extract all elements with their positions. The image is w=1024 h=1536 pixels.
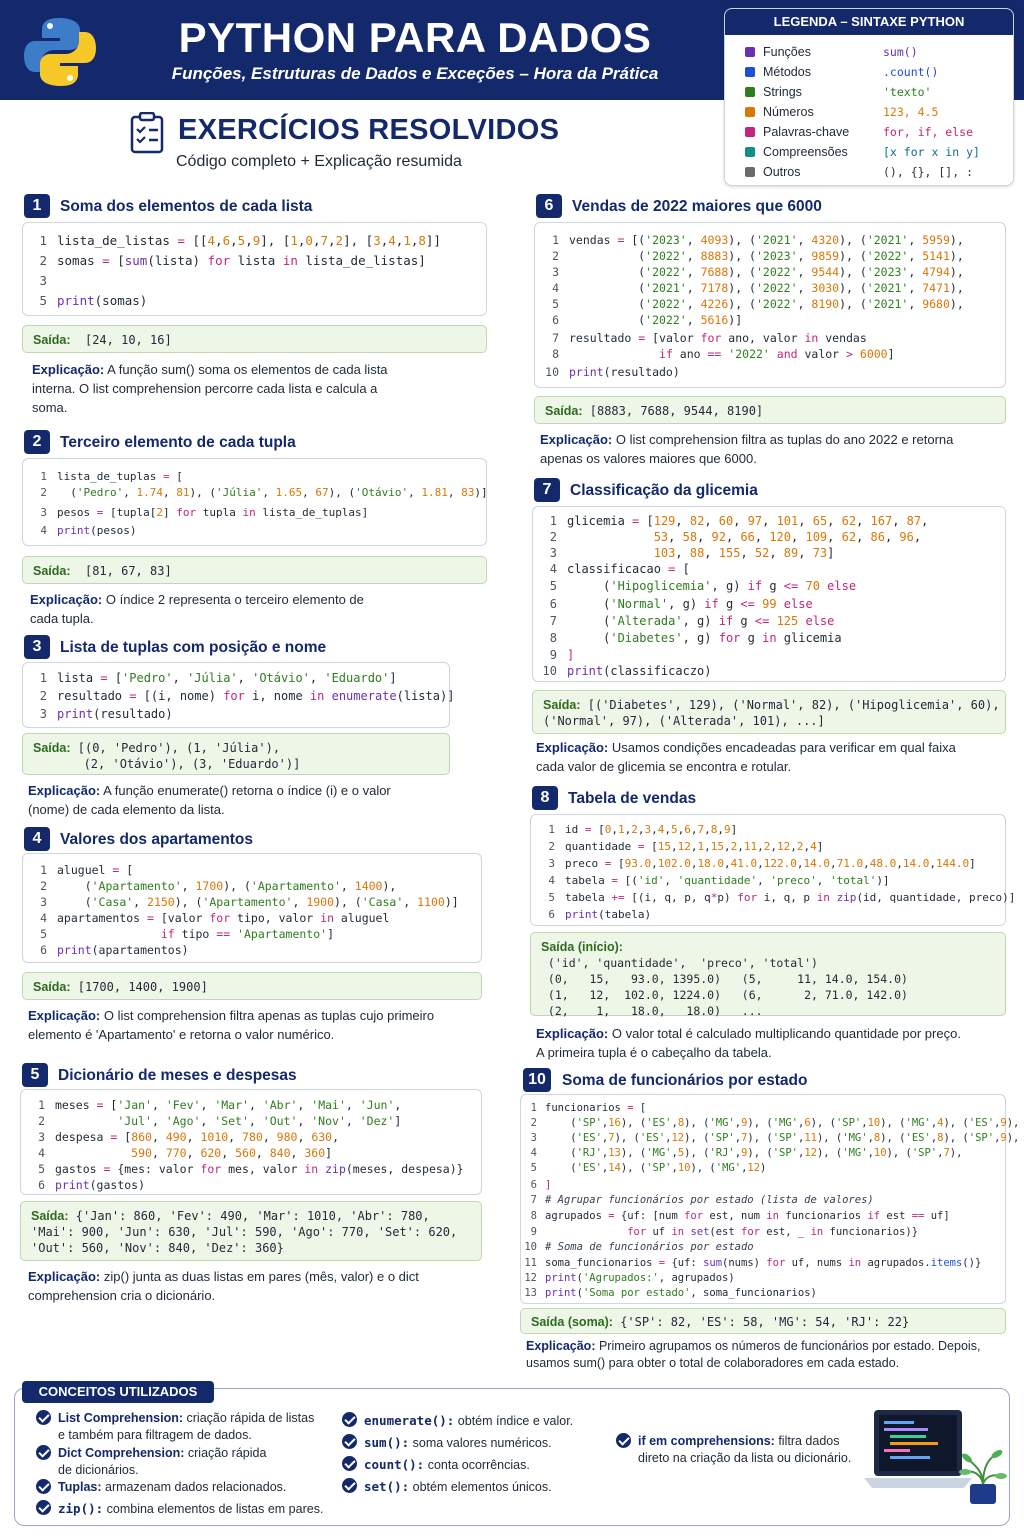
section-number: 10 bbox=[523, 1068, 551, 1092]
code-line: 13 print('Soma por estado', soma_funcionarios) bbox=[524, 1287, 817, 1299]
code-line: 5 if tipo == 'Apartamento'] bbox=[40, 927, 335, 941]
legend-label: Funções bbox=[763, 45, 811, 59]
check-icon bbox=[342, 1456, 357, 1471]
code-block bbox=[534, 222, 1006, 388]
code-line: 1 meses = ['Jan', 'Fev', 'Mar', 'Abr', 'Mai', 'Jun', bbox=[38, 1098, 402, 1112]
output-box: Saída: [24, 10, 16] bbox=[22, 325, 487, 353]
code-line: 8 if ano == '2022' and valor > 6000] bbox=[552, 347, 895, 361]
code-line: 6 ] bbox=[530, 1179, 552, 1191]
section-number: 3 bbox=[24, 635, 50, 659]
code-line: 3 ('ES',7), ('ES',12), ('SP',7), ('SP',11), ('MG',8), ('ES',8), ('SP',9), bbox=[530, 1132, 1020, 1144]
legend-example: sum() bbox=[883, 45, 918, 59]
code-line: 4 apartamentos = [valor for tipo, valor in aluguel bbox=[40, 911, 390, 925]
section-title: Soma de funcionários por estado bbox=[562, 1072, 808, 1089]
code-line: 5 print(somas) bbox=[39, 293, 148, 308]
code-line: 4 ('RJ',13), ('MG',5), ('RJ',9), ('SP',12), ('MG',10), ('SP',7), bbox=[530, 1147, 963, 1159]
code-line: 3 preco = [93.0,102.0,18.0,41.0,122.0,14.0,71.0,48.0,14.0,144.0] bbox=[548, 857, 976, 870]
section-title: Soma dos elementos de cada lista bbox=[60, 198, 313, 215]
section-number: 4 bbox=[24, 827, 50, 851]
code-line: 2 ('SP',16), ('ES',8), ('MG',9), ('MG',6), ('SP',10), ('MG',4), ('ES',9), bbox=[530, 1117, 1020, 1129]
explanation: Explicação: Usamos condições encadeadas para verificar em qual faixa cada valor de glicemia se encontra e rotular. bbox=[536, 740, 956, 774]
section-title: Lista de tuplas com posição e nome bbox=[60, 639, 327, 656]
code-line: 1 lista = ['Pedro', 'Júlia', 'Otávio', 'Eduardo'] bbox=[39, 671, 397, 685]
explanation: Explicação: O valor total é calculado multiplicando quantidade por preço. A primeira tupla é o cabeçalho da tabela. bbox=[536, 1026, 961, 1060]
output-value: {'Jan': 860, 'Fev': 490, 'Mar': 1010, 'Abr': 780, 'Mai': 900, 'Jun': 630, 'Jul': 590, 'Ago': 770, 'Set': 620, 'Out': 560, 'Nov': 840, 'Dez': 360} bbox=[31, 1209, 458, 1255]
code-line: 2 somas = [sum(lista) for lista in lista_de_listas] bbox=[39, 253, 426, 268]
legend-label: Outros bbox=[763, 165, 801, 179]
code-line: 5 ('Hipoglicemia', g) if g <= 70 else bbox=[549, 579, 857, 593]
output-value: [8883, 7688, 9544, 8190] bbox=[589, 404, 764, 418]
legend-item-methods bbox=[725, 63, 1014, 83]
laptop-illustration bbox=[862, 1404, 1008, 1508]
code-line: 3 despesa = [860, 490, 1010, 780, 980, 630, bbox=[38, 1130, 340, 1144]
code-line: 1 vendas = [('2023', 4093), ('2021', 4320), ('2021', 5959), bbox=[552, 233, 964, 247]
output-value: [('Diabetes', 129), ('Normal', 82), ('Hipoglicemia', 60), ('Normal', 97), ('Alterada', 101), ...] bbox=[543, 698, 1000, 728]
code-line: 1 aluguel = [ bbox=[40, 863, 134, 877]
output-box: Saída (início): ('id', 'quantidade', 'preco', 'total') (0, 15, 93.0, 1395.0) (5, 11, 14.0, 154.0) (1, 12, 102.0, 1224.0) (6, 2, 71.0, 142.0) (2, 1, 18.0, 18.0) ... bbox=[530, 932, 1006, 1016]
code-line: 3 ('Casa', 2150), ('Apartamento', 1900), ('Casa', 1100)] bbox=[40, 895, 459, 909]
output-box: Saída: [81, 67, 83] bbox=[22, 556, 487, 584]
output-box: Saída: {'Jan': 860, 'Fev': 490, 'Mar': 1010, 'Abr': 780, 'Mai': 900, 'Jun': 630, 'Jul': 590, 'Ago': 770, 'Set': 620, 'Out': 560, 'Nov': 840, 'Dez': 360} bbox=[20, 1201, 482, 1261]
code-line: 3 bbox=[39, 273, 47, 288]
legend-item-keywords bbox=[725, 123, 1014, 143]
clipboard-checklist-icon bbox=[130, 112, 164, 154]
section-number: 7 bbox=[534, 478, 560, 502]
legend-item-strings bbox=[725, 83, 1014, 103]
check-icon bbox=[36, 1445, 51, 1460]
code-line: 11 soma_funcionarios = {uf: sum(nums) for uf, nums in agrupados.items()} bbox=[524, 1257, 982, 1269]
section-number: 2 bbox=[24, 430, 50, 454]
code-line: 4 classificacao = [ bbox=[549, 562, 690, 576]
output-box: Saída: [1700, 1400, 1900] bbox=[22, 972, 482, 1000]
code-line: 12 print('Agrupados:', agrupados) bbox=[524, 1272, 735, 1284]
code-line: 5 gastos = {mes: valor for mes, valor in zip(meses, despesa)} bbox=[38, 1162, 464, 1176]
check-icon bbox=[36, 1479, 51, 1494]
legend-swatch bbox=[745, 127, 755, 137]
legend-label: Strings bbox=[763, 85, 802, 99]
explanation: Explicação: zip() junta as duas listas em pares (mês, valor) e o dict comprehension cria o dicionário. bbox=[28, 1269, 419, 1303]
section-number: 6 bbox=[536, 194, 562, 218]
section-title: Dicionário de meses e despesas bbox=[58, 1067, 297, 1084]
legend-swatch bbox=[745, 47, 755, 57]
code-line: 6 ('2022', 5616)] bbox=[552, 313, 743, 327]
code-line: 5 ('ES',14), ('SP',10), ('MG',12) bbox=[530, 1162, 767, 1174]
concepts-title: CONCEITOS UTILIZADOS bbox=[22, 1381, 214, 1403]
code-block bbox=[22, 662, 455, 728]
output-value: [(0, 'Pedro'), (1, 'Júlia'), (2, 'Otávio'), (3, 'Eduardo')] bbox=[77, 741, 301, 771]
section-number: 8 bbox=[532, 786, 558, 810]
code-line: 4 ('2021', 7178), ('2022', 3030), ('2021', 7471), bbox=[552, 281, 964, 295]
page-title: PYTHON PARA DADOS bbox=[178, 14, 652, 61]
legend-swatch bbox=[745, 107, 755, 117]
output-value: [24, 10, 16] bbox=[84, 333, 172, 347]
legend-label: Compreensões bbox=[763, 145, 848, 159]
code-line: 6 print(apartamentos) bbox=[40, 943, 189, 957]
code-line: 6 print(tabela) bbox=[548, 908, 652, 921]
exercises-subtitle: Código completo + Explicação resumida bbox=[176, 153, 462, 170]
code-block bbox=[520, 1094, 1020, 1304]
section-title: Classificação da glicemia bbox=[570, 482, 758, 499]
code-line: 2 'Jul', 'Ago', 'Set', 'Out', 'Nov', 'Dez'] bbox=[38, 1114, 402, 1128]
code-line: 8 agrupados = {uf: [num for est, num in funcionarios if est == uf] bbox=[530, 1210, 950, 1222]
output-value: [81, 67, 83] bbox=[84, 564, 172, 578]
legend-swatch bbox=[745, 147, 755, 157]
explanation: Explicação: O índice 2 representa o terceiro elemento de cada tupla. bbox=[30, 592, 364, 626]
code-line: 3 print(resultado) bbox=[39, 707, 173, 721]
legend-example: [x for x in y] bbox=[883, 145, 980, 159]
code-line: 7 ('Alterada', g) if g <= 125 else bbox=[549, 614, 835, 628]
code-block bbox=[20, 1089, 482, 1195]
legend-example: 123, 4.5 bbox=[883, 105, 939, 119]
legend-item-comprehensions bbox=[725, 143, 1014, 163]
explanation: Explicação: O list comprehension filtra apenas as tuplas cujo primeiro elemento é 'Apartamento' e retorna o valor numérico. bbox=[28, 1008, 435, 1042]
legend-example: 'texto' bbox=[883, 85, 932, 99]
output-value: {'SP': 82, 'ES': 58, 'MG': 54, 'RJ': 22} bbox=[620, 1315, 910, 1329]
section-number: 1 bbox=[24, 194, 50, 218]
code-block bbox=[22, 222, 487, 316]
legend-item-numbers bbox=[725, 103, 1014, 123]
check-icon bbox=[342, 1478, 357, 1493]
section-title: Tabela de vendas bbox=[568, 790, 697, 807]
legend-example: for, if, else bbox=[883, 125, 974, 139]
python-logo-icon bbox=[22, 14, 98, 90]
code-line: 6 print(gastos) bbox=[38, 1178, 146, 1192]
code-line: 2 ('Pedro', 1.74, 81), ('Júlia', 1.65, 67), ('Otávio', 1.81, 83)] bbox=[40, 486, 488, 499]
code-line: 4 tabela = [('id', 'quantidade', 'preco', 'total')] bbox=[548, 874, 890, 887]
output-box: Saída (soma): {'SP': 82, 'ES': 58, 'MG': 54, 'RJ': 22} bbox=[520, 1308, 1006, 1334]
code-block bbox=[532, 506, 1006, 682]
code-line: 10 print(classificaczo) bbox=[542, 664, 712, 678]
code-block bbox=[22, 853, 482, 963]
section-title: Vendas de 2022 maiores que 6000 bbox=[572, 198, 822, 215]
check-icon bbox=[616, 1433, 631, 1448]
code-line: 1 glicemia = [129, 82, 60, 97, 101, 65, 62, 167, 87, bbox=[549, 514, 929, 528]
code-line: 9 for uf in set(est for est, _ in funcionarios)} bbox=[530, 1226, 919, 1238]
output-box: Saída: [(0, 'Pedro'), (1, 'Júlia'), (2, 'Otávio'), (3, 'Eduardo')] bbox=[22, 733, 450, 775]
legend-swatch bbox=[745, 167, 755, 177]
code-line: 5 ('2022', 4226), ('2022', 8190), ('2021', 9680), bbox=[552, 297, 964, 311]
check-icon bbox=[342, 1434, 357, 1449]
code-line: 10 # Soma de funcionários por estado bbox=[524, 1241, 754, 1253]
code-line: 1 funcionarios = [ bbox=[530, 1102, 647, 1114]
legend-label: Métodos bbox=[763, 65, 811, 79]
code-line: 7 resultado = [valor for ano, valor in vendas bbox=[552, 331, 867, 345]
check-icon bbox=[342, 1412, 357, 1427]
section-title: Valores dos apartamentos bbox=[60, 831, 253, 848]
code-line: 9 ] bbox=[549, 648, 575, 662]
code-line: 1 id = [0,1,2,3,4,5,6,7,8,9] bbox=[548, 823, 738, 836]
syntax-legend bbox=[724, 8, 1014, 186]
output-value: [1700, 1400, 1900] bbox=[77, 980, 208, 994]
code-line: 3 103, 88, 155, 52, 89, 73] bbox=[549, 546, 835, 560]
code-line: 5 tabela += [(i, q, p, q*p) for i, q, p in zip(id, quantidade, preco)] bbox=[548, 891, 1016, 904]
exercises-title: EXERCÍCIOS RESOLVIDOS bbox=[178, 114, 560, 146]
code-block bbox=[530, 814, 1016, 926]
check-icon bbox=[36, 1500, 51, 1515]
check-icon bbox=[36, 1410, 51, 1425]
code-line: 2 53, 58, 92, 66, 120, 109, 62, 86, 96, bbox=[549, 530, 922, 544]
code-line: 8 ('Diabetes', g) for g in glicemia bbox=[549, 631, 842, 645]
legend-example: .count() bbox=[883, 65, 939, 79]
legend-example: (), {}, [], : bbox=[883, 165, 974, 179]
legend-label: Números bbox=[763, 105, 814, 119]
code-line: 7 # Agrupar funcionários por estado (lista de valores) bbox=[530, 1194, 874, 1206]
code-line: 4 print(pesos) bbox=[40, 524, 137, 537]
code-line: 2 quantidade = [15,12,1,15,2,11,2,12,2,4] bbox=[548, 840, 824, 853]
code-line: 1 lista_de_listas = [[4,6,5,9], [1,0,7,2], [3,4,1,8]] bbox=[39, 233, 441, 248]
legend-item-functions bbox=[725, 43, 1014, 63]
explanation: Explicação: Primeiro agrupamos os números de funcionários por estado. Depois, usamos sum() para obter o total de colaboradores em cada estado. bbox=[526, 1339, 981, 1370]
code-line: 3 ('2022', 7688), ('2022', 9544), ('2023', 4794), bbox=[552, 265, 964, 279]
code-line: 1 lista_de_tuplas = [ bbox=[40, 470, 183, 483]
code-line: 2 ('2022', 8883), ('2023', 9859), ('2022', 5141), bbox=[552, 249, 964, 263]
legend-swatch bbox=[745, 67, 755, 77]
code-line: 10 print(resultado) bbox=[545, 365, 680, 379]
section-title: Terceiro elemento de cada tupla bbox=[60, 434, 296, 451]
code-block bbox=[22, 458, 487, 546]
page-subtitle: Funções, Estruturas de Dados e Exceções – Hora da Prática bbox=[171, 64, 659, 83]
legend-title: LEGENDA – SINTAXE PYTHON bbox=[725, 9, 1013, 35]
legend-swatch bbox=[745, 87, 755, 97]
legend-item-others bbox=[725, 163, 1014, 183]
code-line: 6 ('Normal', g) if g <= 99 else bbox=[549, 597, 813, 611]
legend-label: Palavras-chave bbox=[763, 125, 850, 139]
explanation: Explicação: A função enumerate() retorna o índice (i) e o valor (nome) de cada elemento da lista. bbox=[28, 783, 391, 817]
section-number: 5 bbox=[22, 1063, 48, 1087]
output-value: ('id', 'quantidade', 'preco', 'total') (0, 15, 93.0, 1395.0) (5, 11, 14.0, 154.0) (1, 12, 102.0, 1224.0) (6, 2, 71.0, 142.0) (2, 1, 18.0, 18.0) ... bbox=[547, 956, 908, 1018]
code-line: 4 590, 770, 620, 560, 840, 360] bbox=[38, 1146, 333, 1160]
code-line: 2 ('Apartamento', 1700), ('Apartamento', 1400), bbox=[40, 879, 397, 893]
explanation: Explicação: O list comprehension filtra as tuplas do ano 2022 e retorna apenas os valores maiores que 6000. bbox=[540, 432, 954, 466]
output-box: Saída: [('Diabetes', 129), ('Normal', 82), ('Hipoglicemia', 60), ('Normal', 97), ('Alterada', 101), ...] bbox=[532, 690, 1006, 734]
explanation: Explicação: A função sum() soma os elementos de cada lista interna. O list comprehension percorre cada lista e calcula a soma. bbox=[32, 362, 388, 415]
code-line: 3 pesos = [tupla[2] for tupla in lista_de_tuplas] bbox=[40, 506, 369, 519]
code-line: 2 resultado = [(i, nome) for i, nome in enumerate(lista)] bbox=[39, 689, 455, 703]
output-box: Saída: [8883, 7688, 9544, 8190] bbox=[534, 396, 1006, 424]
